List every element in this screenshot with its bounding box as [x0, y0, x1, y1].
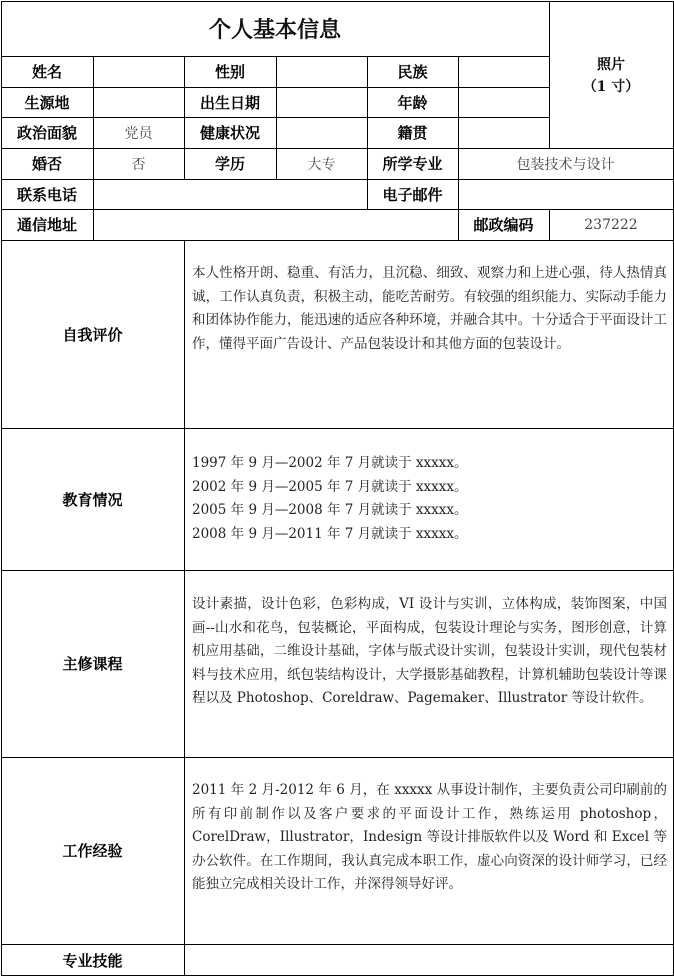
name-label: 姓名 — [31, 63, 62, 81]
gender-value — [276, 56, 367, 87]
health-label: 健康状况 — [199, 124, 260, 142]
col-divider — [184, 56, 185, 179]
table-border — [1, 1, 2, 976]
degree-label: 学历 — [214, 155, 245, 173]
native-label: 籍贯 — [397, 124, 428, 142]
row-divider — [1, 148, 673, 149]
row-divider — [1, 240, 673, 241]
ethnicity-label: 民族 — [397, 63, 428, 81]
col-divider — [367, 56, 368, 209]
education-line: 2002 年 9 月—2005 年 7 月就读于 xxxxx。 — [192, 478, 468, 495]
age-label: 年龄 — [397, 93, 428, 112]
health-value — [276, 117, 367, 148]
col-divider — [184, 240, 185, 976]
birth-label: 出生日期 — [199, 93, 260, 112]
political-value: 党员 — [124, 125, 153, 142]
row-divider — [1, 428, 673, 429]
self-eval-text: 本人性格开朗、稳重、有活力，且沉稳、细致、观察力和上进心强，待人热情真诚，工作认真负责，积极主动，能吃苦耐劳。有较强的组织能力、实际动手能力和团体协作能力，能迅速的适应各种环境，并融合其中。十分适合于平面设计工作，懂得平面广告设计、产品包装设计和其他方面的包装设计。 — [192, 265, 667, 352]
email-value — [458, 179, 673, 209]
work-text: 2011 年 2 月-2012 年 6 月，在 xxxxx 从事设计制作，主要负责公司印刷前的所有印前制作以及客户要求的平面设计工作，熟练运用 photoshop，CorelDraw，Illustrator，Indesign 等设计排版软件以及 Word 和 Excel 等办公软件。在工作期间，我认真完成本职工作，虚心向资深的设计师学习，已经能独立完成相关设计工作，并深得领导好评。 — [192, 782, 667, 892]
col-divider — [458, 56, 459, 240]
courses-text: 设计素描，设计色彩，色彩构成，VI 设计与实训，立体构成，装饰图案，中国画--山水和花鸟，包装概论，平面构成，包装设计理论与实务，图形创意，计算机应用基础，二维设计基础，字体与版式设计实训，包装设计实训，现代包装材料与技术应用，纸包装结构设计，大学摄影基础教程，计算机辅助包装设计等课程以及 Photoshop、Coreldraw、Pagemaker、Illustrator 等设计软件。 — [192, 596, 667, 706]
row-divider — [1, 757, 673, 758]
phone-value — [93, 179, 367, 209]
marital-value: 否 — [131, 156, 146, 173]
table-border — [1, 1, 673, 2]
col-divider — [549, 1, 550, 148]
birth-value — [276, 87, 367, 117]
page-title: 个人基本信息 — [208, 18, 341, 43]
gender-label: 性别 — [214, 63, 245, 81]
education-line: 2005 年 9 月—2008 年 7 月就读于 xxxxx。 — [192, 502, 468, 518]
row-divider — [1, 179, 673, 180]
courses-label: 主修课程 — [62, 655, 123, 673]
photo-placeholder — [549, 1, 673, 148]
row-divider — [1, 56, 549, 57]
col-divider — [549, 209, 550, 240]
major-value: 包装技术与设计 — [516, 156, 615, 173]
row-divider — [1, 87, 549, 88]
ethnicity-value — [458, 56, 549, 87]
col-divider — [93, 56, 94, 240]
degree-value: 大专 — [307, 156, 336, 173]
row-divider — [1, 944, 673, 945]
name-value — [93, 56, 184, 87]
address-label: 通信地址 — [16, 216, 77, 234]
address-value — [93, 209, 458, 240]
native-value — [458, 117, 549, 148]
self-eval-label: 自我评价 — [62, 325, 123, 344]
postcode-value: 237222 — [584, 216, 638, 233]
row-divider — [1, 570, 673, 571]
origin-value — [93, 87, 184, 117]
marital-label: 婚否 — [31, 155, 62, 173]
row-divider — [1, 209, 673, 210]
education-label: 教育情况 — [62, 490, 123, 509]
phone-label: 联系电话 — [16, 185, 77, 204]
education-line: 1997 年 9 月—2002 年 7 月就读于 xxxxx。 — [192, 455, 468, 471]
skills-label: 专业技能 — [62, 951, 123, 970]
education-list — [184, 452, 673, 546]
photo-label: 照片 — [597, 56, 625, 73]
political-label: 政治面貌 — [16, 124, 77, 142]
postcode-label: 邮政编码 — [473, 216, 534, 234]
col-divider — [276, 56, 277, 179]
education-line: 2008 年 9 月—2011 年 7 月就读于 xxxxx。 — [192, 525, 468, 542]
major-label: 所学专业 — [382, 155, 443, 173]
row-divider — [1, 117, 549, 118]
work-label: 工作经验 — [62, 842, 123, 860]
photo-size: （1 寸） — [582, 78, 640, 95]
origin-label: 生源地 — [24, 93, 70, 112]
age-value — [458, 87, 549, 117]
email-label: 电子邮件 — [382, 185, 443, 204]
